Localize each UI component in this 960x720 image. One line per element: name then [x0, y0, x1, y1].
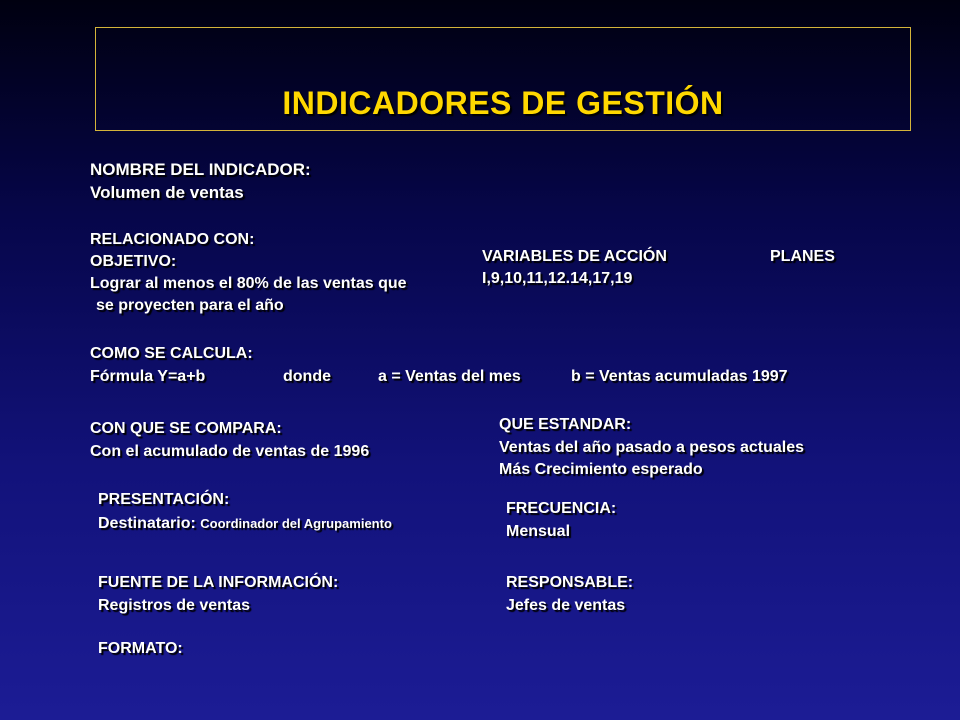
- planes-label: PLANES: [770, 248, 835, 265]
- fuente-value: Registros de ventas: [98, 597, 251, 614]
- calculo-label: COMO SE CALCULA:: [90, 345, 253, 362]
- formato-label: FORMATO:: [98, 640, 183, 657]
- compara-value: Con el acumulado de ventas de 1996: [90, 443, 370, 460]
- presentacion-label: PRESENTACIÓN:: [98, 491, 230, 508]
- indicador-label: NOMBRE DEL INDICADOR:: [90, 160, 311, 179]
- responsable-label: RESPONSABLE:: [506, 574, 634, 591]
- variables-label: VARIABLES DE ACCIÓN: [482, 248, 667, 265]
- variables-value: I,9,10,11,12.14,17,19: [482, 270, 633, 287]
- compara-label: CON QUE SE COMPARA:: [90, 420, 282, 437]
- estandar-line2: Más Crecimiento esperado: [499, 461, 703, 478]
- fuente-label: FUENTE DE LA INFORMACIÓN:: [98, 574, 339, 591]
- estandar-label: QUE ESTANDAR:: [499, 416, 632, 433]
- destinatario-label: Destinatario:: [98, 515, 196, 532]
- destinatario-row: [98, 513, 392, 535]
- estandar-line1: Ventas del año pasado a pesos actuales: [499, 439, 805, 456]
- responsable-value: Jefes de ventas: [506, 597, 626, 614]
- page-title: INDICADORES DE GESTIÓN: [282, 85, 724, 121]
- relacionado-label: RELACIONADO CON:: [90, 231, 255, 248]
- title-box: [95, 27, 911, 131]
- objetivo-line2: se proyecten para el año: [96, 297, 284, 314]
- objetivo-label: OBJETIVO:: [90, 253, 177, 270]
- calculo-donde: donde: [283, 368, 331, 385]
- destinatario-value: Coordinador del Agrupamiento: [200, 516, 392, 531]
- calculo-a-def: a = Ventas del mes: [378, 368, 521, 385]
- calculo-formula: Fórmula Y=a+b: [90, 368, 206, 385]
- frecuencia-label: FRECUENCIA:: [506, 500, 617, 517]
- frecuencia-value: Mensual: [506, 523, 571, 540]
- indicador-value: Volumen de ventas: [90, 183, 244, 202]
- objetivo-line1: Lograr al menos el 80% de las ventas que: [90, 275, 407, 292]
- calculo-b-def: b = Ventas acumuladas 1997: [571, 368, 788, 385]
